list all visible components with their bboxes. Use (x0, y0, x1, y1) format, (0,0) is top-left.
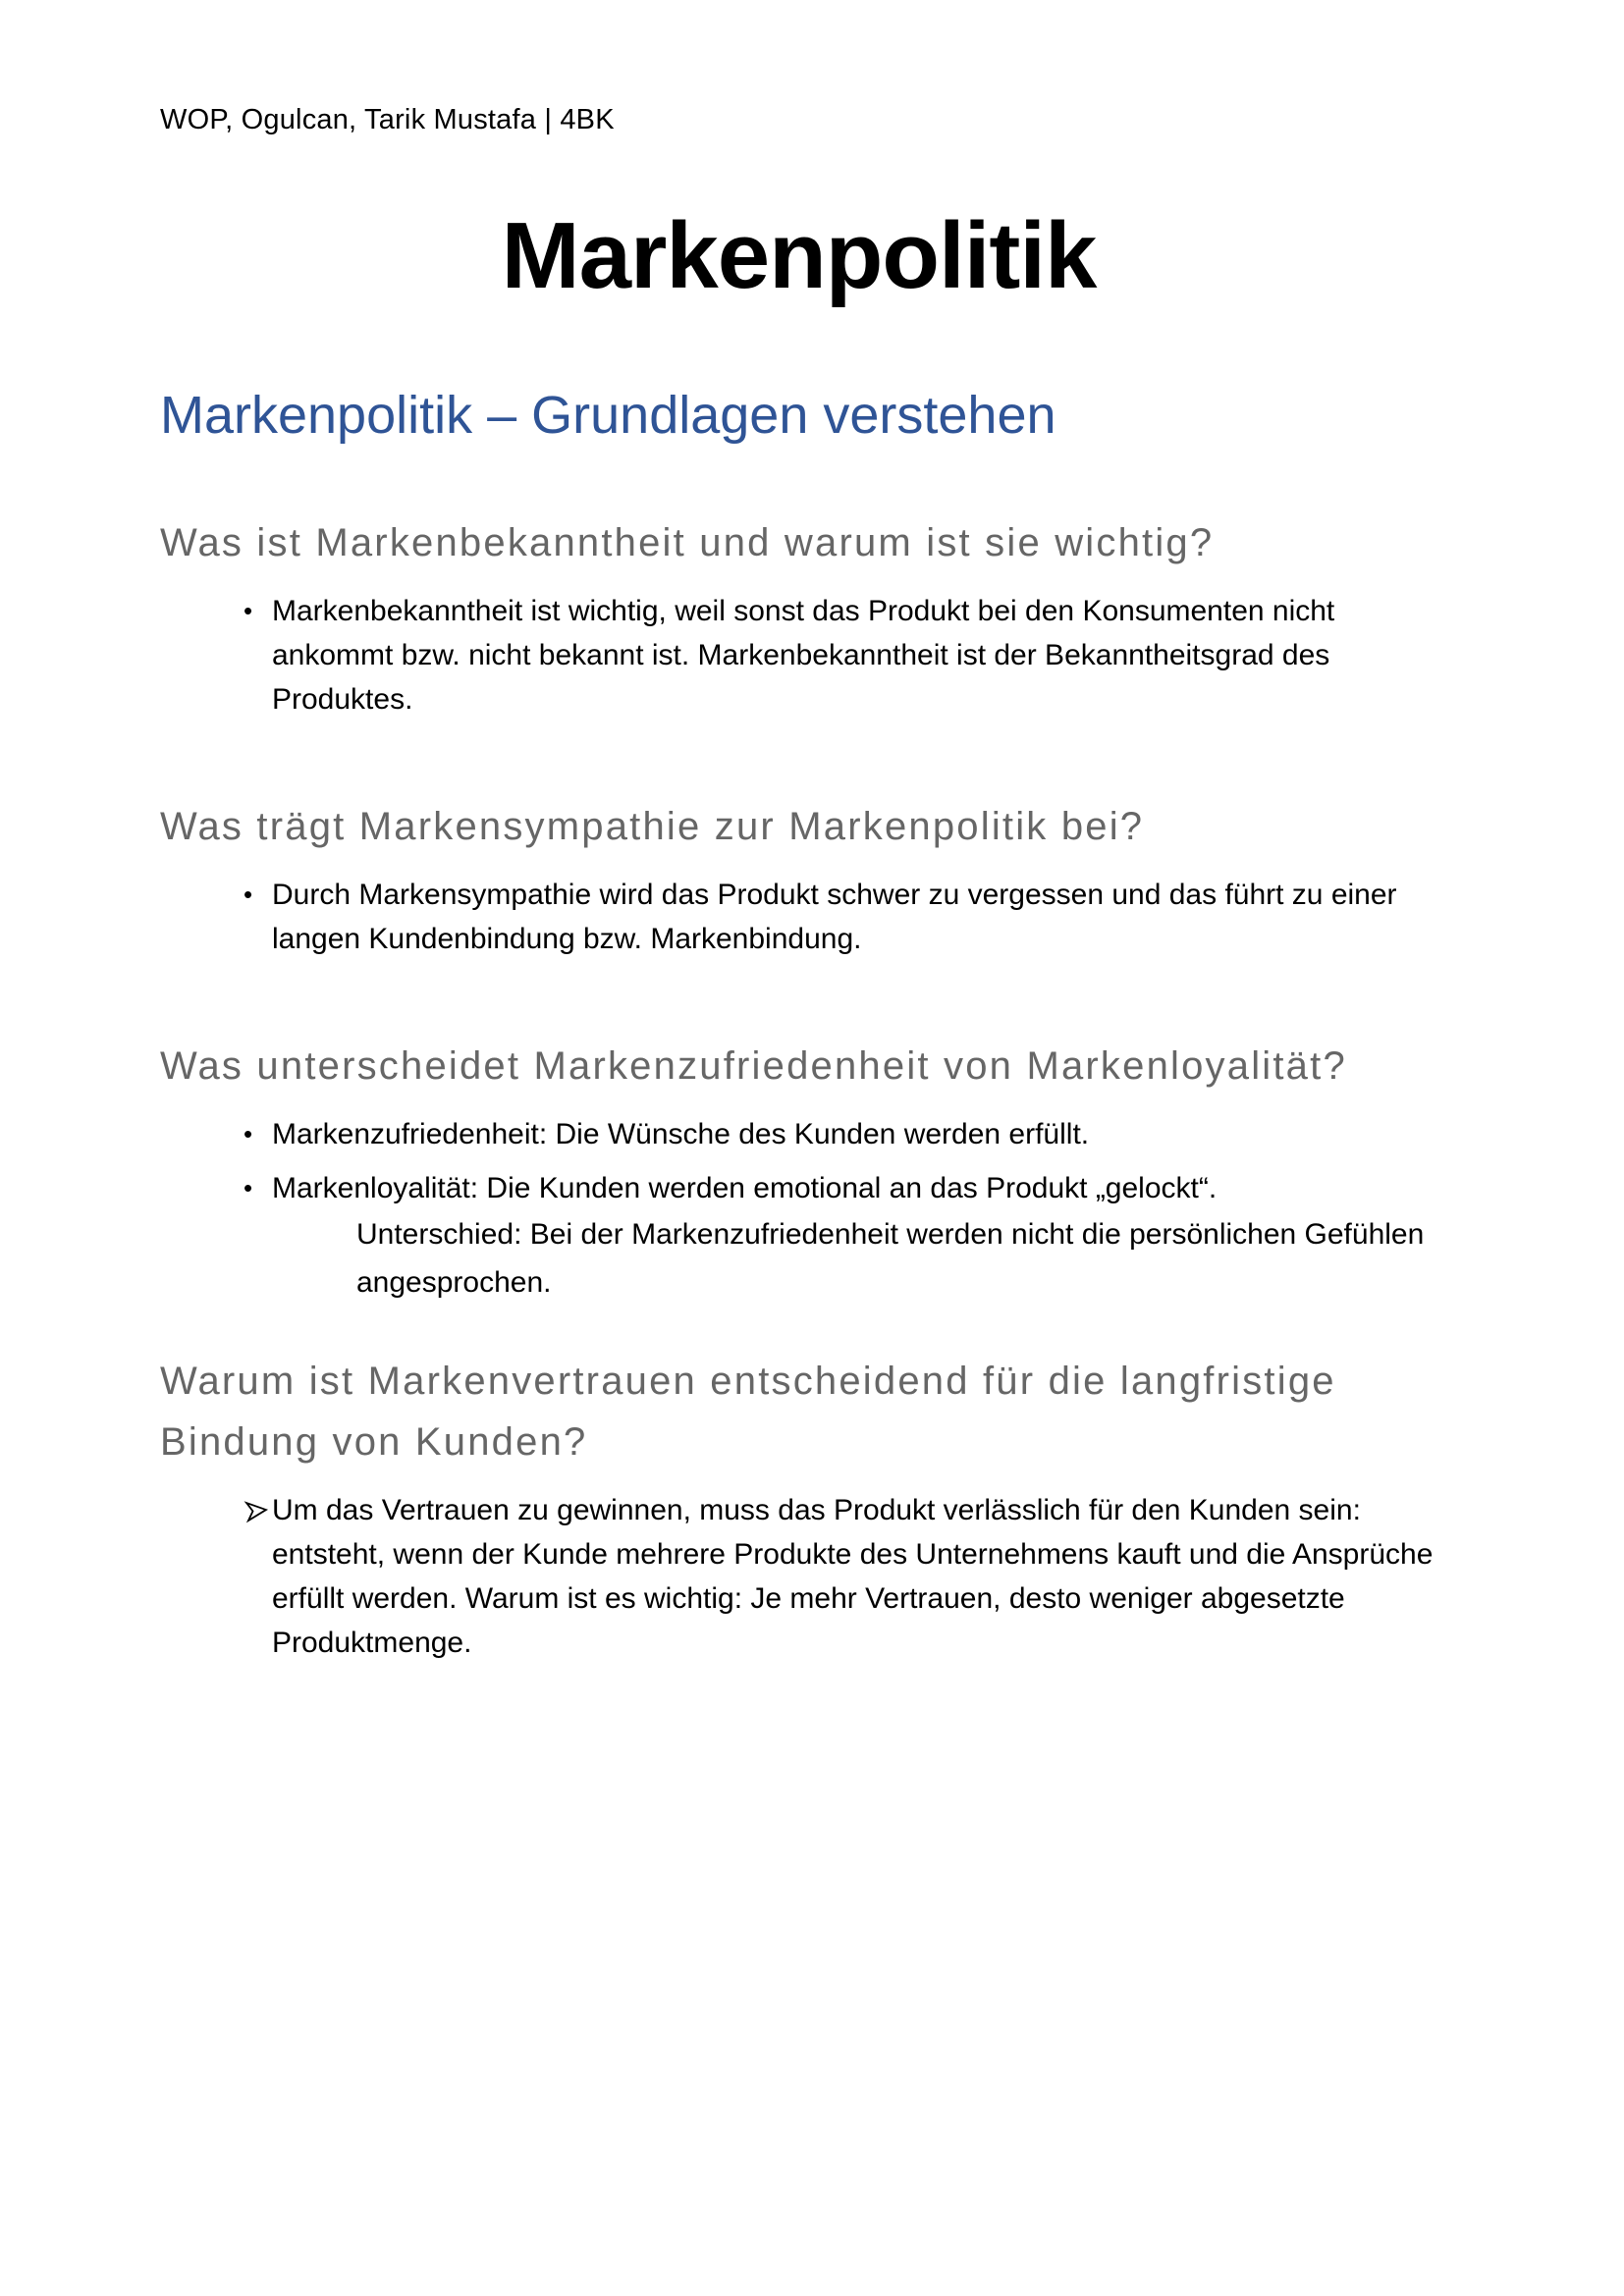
list-item (160, 589, 1437, 721)
disc-bullet-icon: • (244, 596, 253, 625)
section (160, 512, 1437, 721)
bullet-text: Um das Vertrauen zu gewinnen, muss das Produkt verlässlich für den Kunden sein: entsteht, wenn der Kunde mehrere Produkte des Unternehmens kauft und die Ansprüche erfüllt werden. Warum ist es wichtig: Je mehr Vertrauen, desto weniger abgesetzte Produktmenge. (272, 1494, 1434, 1659)
list-item (160, 1166, 1437, 1210)
disc-bullet-icon: • (244, 1173, 253, 1202)
section-heading: Warum ist Markenvertrauen entscheidend für die langfristige Bindung von Kunden? (160, 1360, 1336, 1464)
section-heading: Was unterscheidet Markenzufriedenheit von Markenloyalität? (160, 1044, 1347, 1088)
page-header-text: WOP, Ogulcan, Tarik Mustafa | 4BK (160, 104, 615, 135)
document-body (160, 512, 1437, 1665)
bullet-continuation-text: Unterschied: Bei der Markenzufriedenheit werden nicht die persönlichen Gefühlen angesprochen. (356, 1218, 1425, 1299)
list-item (160, 873, 1437, 961)
bullet-text: Markenzufriedenheit: Die Wünsche des Kunden werden erfüllt. (272, 1118, 1090, 1150)
section (160, 1036, 1437, 1307)
section (160, 796, 1437, 961)
document-title: Markenpolitik (501, 203, 1097, 308)
list-item (160, 1488, 1437, 1665)
bullet-text: Markenloyalität: Die Kunden werden emotional an das Produkt „gelockt“. (272, 1172, 1218, 1204)
section-heading: Was trägt Markensympathie zur Markenpolitik bei? (160, 805, 1145, 848)
bullet-text: Markenbekanntheit ist wichtig, weil sonst das Produkt bei den Konsumenten nicht ankommt bzw. nicht bekannt ist. Markenbekanntheit ist der Bekanntheitsgrad des Produktes. (272, 595, 1335, 716)
section (160, 1351, 1437, 1665)
section-heading: Was ist Markenbekanntheit und warum ist sie wichtig? (160, 521, 1215, 564)
arrow-bullet-icon (244, 1488, 273, 1532)
bullet-text: Durch Markensympathie wird das Produkt schwer zu vergessen und das führt zu einer langen Kundenbindung bzw. Markenbindung. (272, 879, 1397, 955)
list-item (160, 1112, 1437, 1156)
disc-bullet-icon: • (244, 880, 253, 909)
disc-bullet-icon: • (244, 1119, 253, 1148)
main-heading: Markenpolitik – Grundlagen verstehen (160, 386, 1056, 445)
